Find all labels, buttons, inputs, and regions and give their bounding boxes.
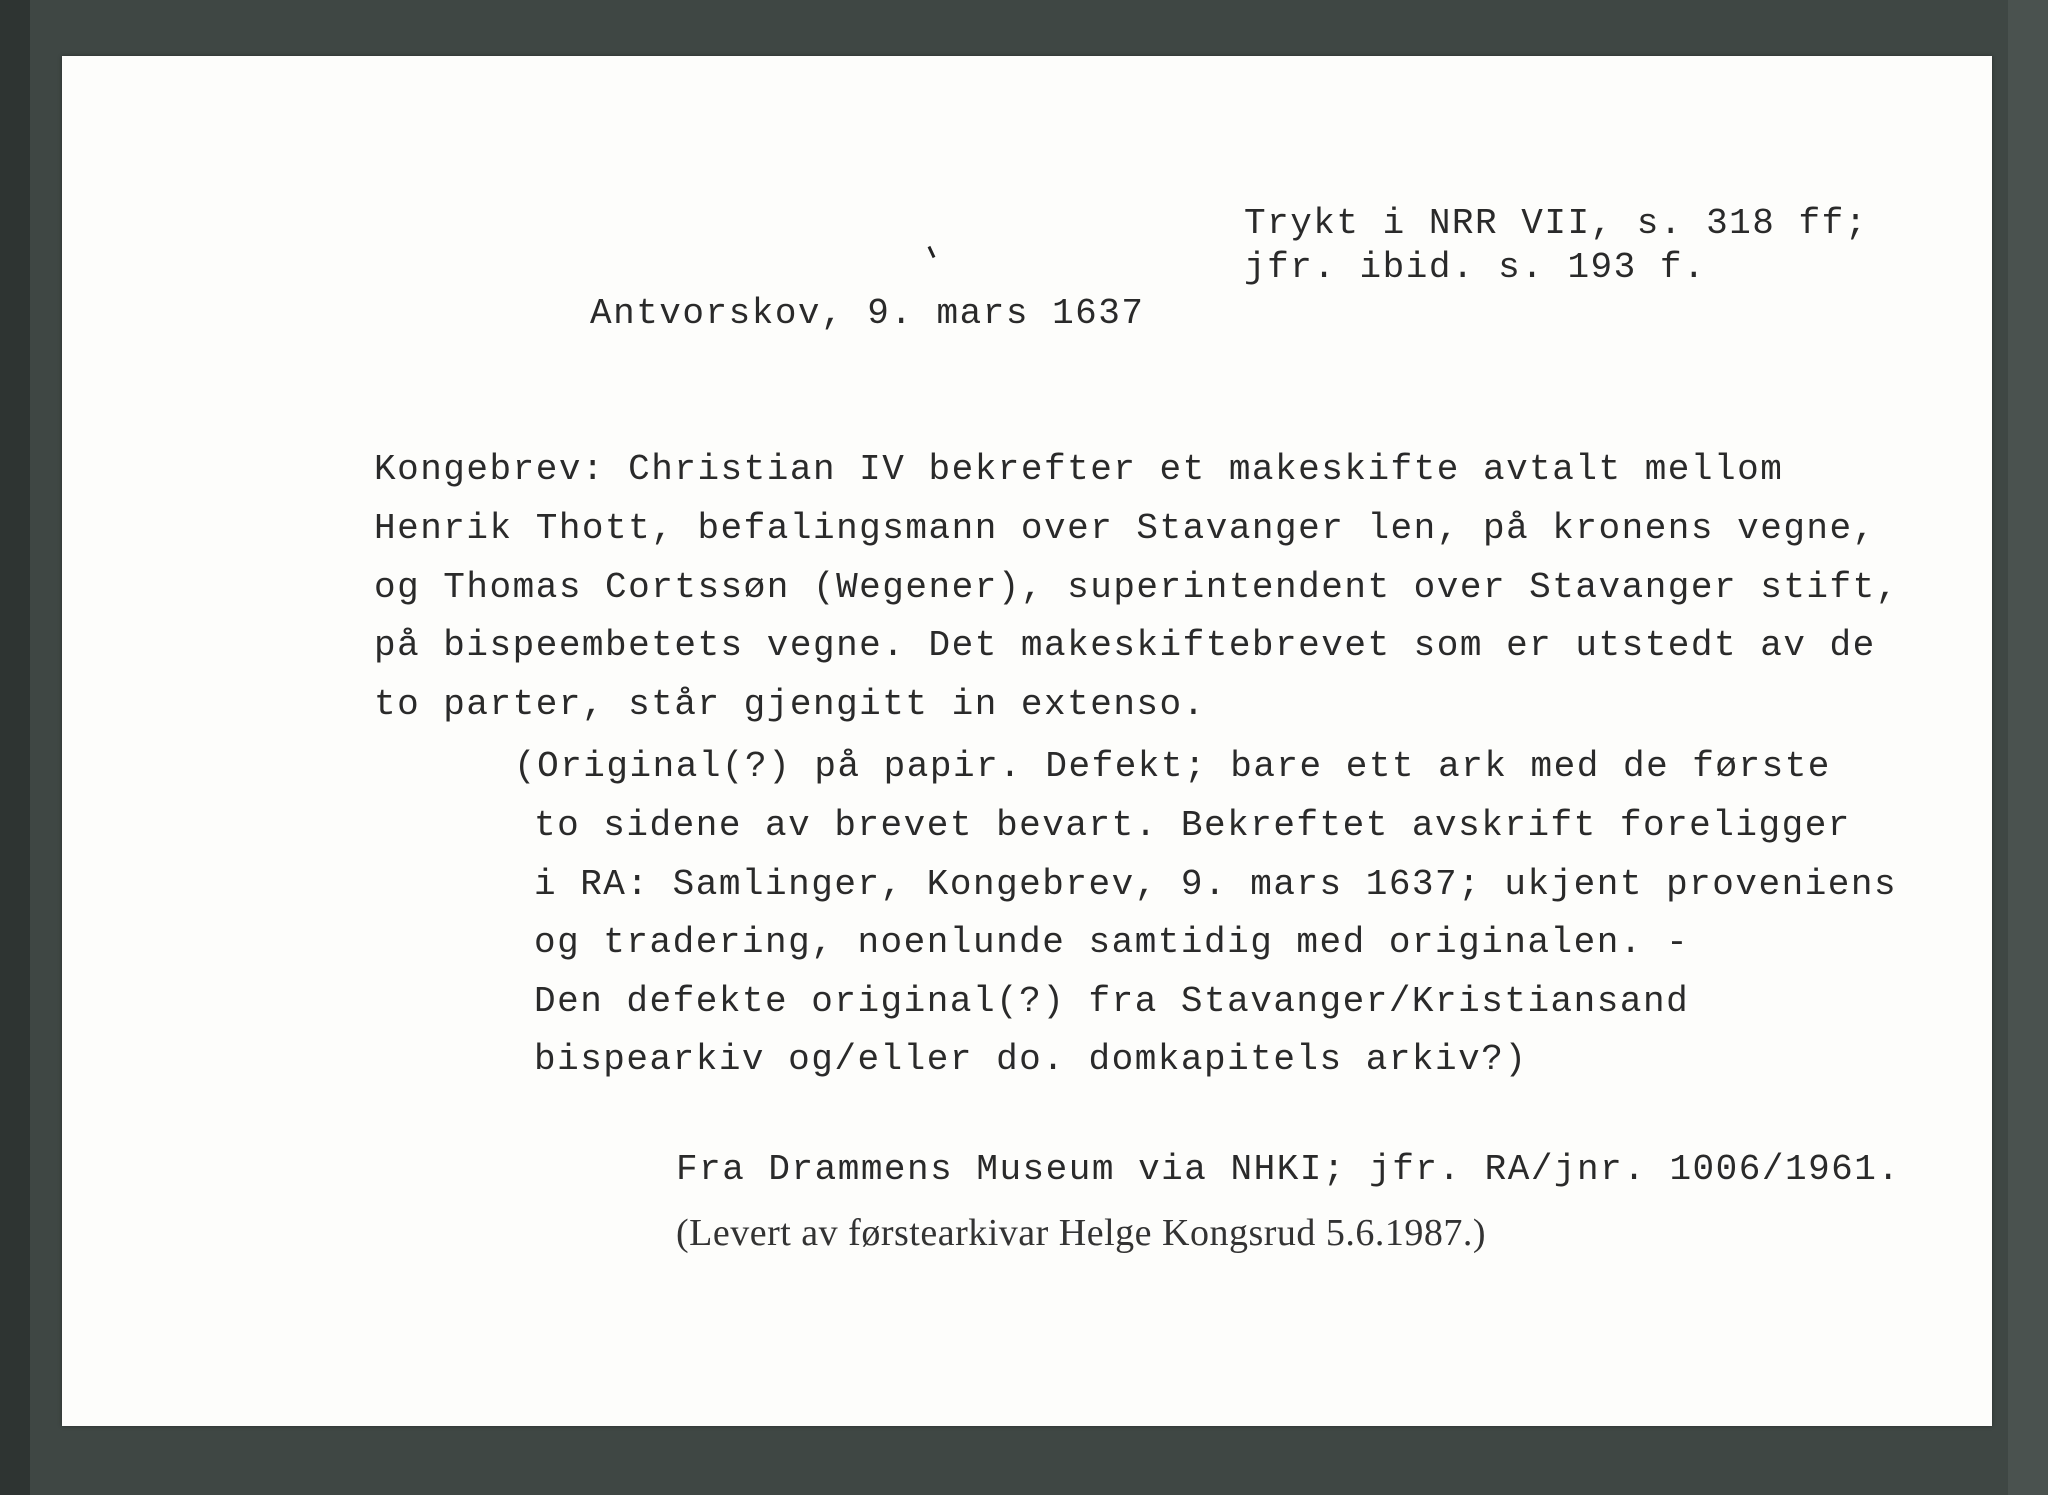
note-line-2: to sidene av brevet bevart. Bekreftet avskrift foreligger [534, 805, 1851, 846]
note-line-3: i RA: Samlinger, Kongebrev, 9. mars 1637; ukjent proveniens [534, 864, 1898, 905]
backdrop-right-edge [2008, 0, 2048, 1495]
note-line-6: bispearkiv og/eller do. domkapitels arkiv?) [534, 1039, 1528, 1080]
summary-line-5: to parter, står gjengitt in extenso. [374, 684, 1206, 725]
note-line-1: (Original(?) på papir. Defekt; bare ett ark med de første [514, 746, 1831, 787]
note-line-4: og tradering, noenlunde samtidig med originalen. - [534, 922, 1690, 963]
summary-line-1: Kongebrev: Christian IV bekrefter et makeskifte avtalt mellom [374, 449, 1784, 490]
summary-line-2: Henrik Thott, befalingsmann over Stavanger len, på kronens vegne, [374, 508, 1876, 549]
backdrop-left-edge [0, 0, 30, 1495]
reference-line-1: Trykt i NRR VII, s. 318 ff; [1244, 203, 1868, 244]
summary-line-3: og Thomas Cortssøn (Wegener), superintendent over Stavanger stift, [374, 567, 1899, 608]
provenance-line: Fra Drammens Museum via NHKI; jfr. RA/jnr. 1006/1961. [676, 1149, 1901, 1190]
place-date: Antvorskov, 9. mars 1637 [590, 293, 1145, 334]
delivery-note: (Levert av førstearkivar Helge Kongsrud 5.6.1987.) [676, 1212, 1487, 1254]
ink-speck [928, 246, 936, 258]
archive-card [62, 56, 1992, 1426]
reference-line-2: jfr. ibid. s. 193 f. [1244, 247, 1707, 288]
note-line-5: Den defekte original(?) fra Stavanger/Kristiansand [534, 981, 1690, 1022]
summary-line-4: på bispeembetets vegne. Det makeskiftebrevet som er utstedt av de [374, 625, 1876, 666]
